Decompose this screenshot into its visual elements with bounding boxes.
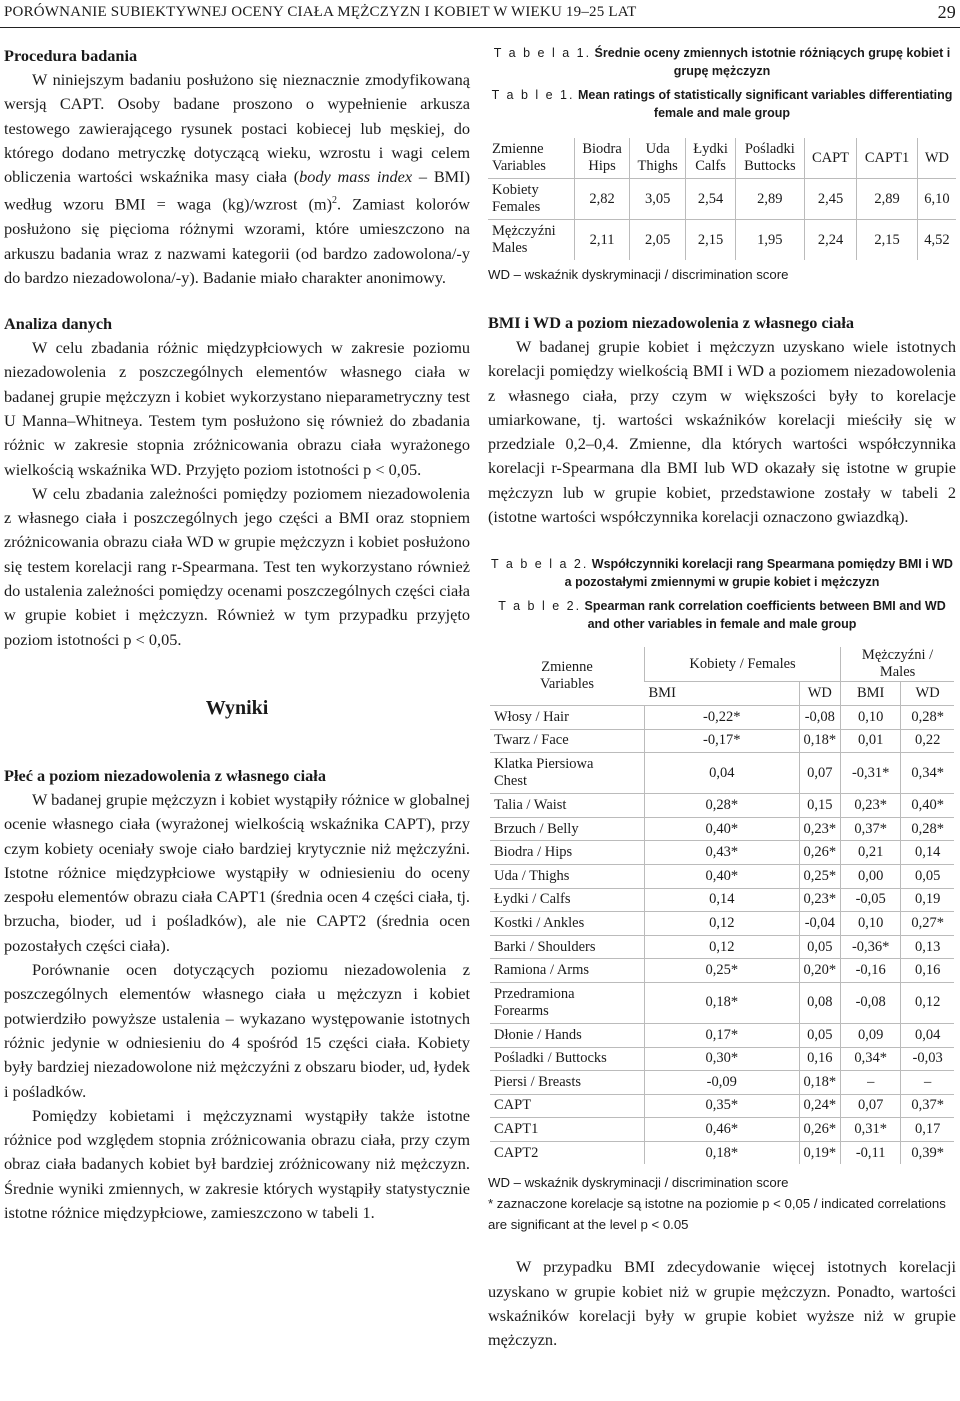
header-rule — [0, 27, 960, 28]
table2-header-row — [490, 647, 954, 682]
table2-cell: 0,01 — [841, 729, 901, 753]
procedura-text-a: W niniejszym badaniu posłużono się nieznacznie zmodyfikowaną wersją CAPT. Osoby badane proszono o wypełnienie arkusza testowego zawierającego rysunek postaci kobiecej lub męskiej, do którego dodano metryczkę dotyczącą wieku, wzrostu i wagi celem obliczenia wartości wskaźnika masy ciała ( — [4, 70, 470, 187]
table2-cell: 0,10 — [841, 705, 901, 729]
table2-cell: 0,19 — [901, 888, 954, 912]
table2-cell: -0,03 — [901, 1047, 954, 1071]
heading-wyniki: Wyniki — [205, 696, 269, 719]
table2-cell: 0,08 — [799, 982, 841, 1023]
paragraph-final: W przypadku BMI zdecydowanie więcej istotnych korelacji uzyskano w grupie kobiet niż w grupie mężczyzn. Ponadto, wartości wskaźników korelacji były w grupie kobiet wyższe niż w grupie mężczyzn. — [488, 1257, 956, 1350]
table1-caption-en — [488, 86, 956, 122]
table2-row-label: Talia / Waist — [490, 794, 645, 818]
table2-cell: 0,40* — [645, 864, 800, 888]
table2-cell: 0,10 — [841, 912, 901, 936]
table2-cell: 0,39* — [901, 1141, 954, 1164]
table2-cell: -0,09 — [645, 1071, 800, 1095]
table2-cell: 0,20* — [799, 959, 841, 983]
table2-cell: 0,18* — [645, 1141, 800, 1164]
table2-row-label: Ramiona / Arms — [490, 959, 645, 983]
table2-title-en: Spearman rank correlation coefficients between BMI and WD and other variables in female and male group — [581, 599, 946, 632]
table2-cell: 0,35* — [645, 1094, 800, 1118]
table2-caption-en — [488, 597, 956, 633]
table2-cell: 0,15 — [799, 794, 841, 818]
right-column — [488, 44, 956, 1353]
table1-cell: 2,05 — [630, 220, 686, 261]
table2-body — [490, 705, 954, 1164]
paragraph-procedura — [4, 68, 470, 290]
procedura-italic-term: body mass index — [299, 167, 413, 187]
table2 — [490, 647, 954, 1164]
table1-title-pl: Średnie oceny zmiennych istotnie różniących grupę kobiet i grupę mężczyzn — [591, 46, 951, 78]
table2-cell: 0,05 — [901, 864, 954, 888]
table2-cell: 0,19* — [799, 1141, 841, 1164]
table1-label-en: T a b l e 1. — [491, 88, 575, 102]
table2-row-label: Pośladki / Buttocks — [490, 1047, 645, 1071]
table2-cell: 0,17* — [645, 1023, 800, 1047]
paragraph-plec-3: Pomiędzy kobietami i mężczyznami wystąpiły także istotne różnice pod względem stopnia zróżnicowania obrazu ciała, przy czym obraz ciała badanych kobiet był bardziej zróżnicowany niż mężczyzn. Średnie wyniki zmiennych, w zakresie których wystąpiły statystycznie istotne różnice międzypłciowe, zamieszczono w tabeli 1. — [4, 1105, 470, 1222]
table2-row-label: CAPT2 — [494, 1144, 539, 1161]
table2-cell: 0,14 — [645, 888, 800, 912]
table2-cell: 0,40* — [901, 794, 954, 818]
table1-header-cell: WD — [917, 138, 956, 179]
paragraph-bmi-wd: W badanej grupie kobiet i mężczyzn uzyskano wiele istotnych korelacji pomiędzy wielkością BMI i WD a poziomem niezadowolenia z własnego ciała, przy czym w większości były to korelacje umiarkowane, tj. wartości wskaźników korelacji mieściły się w przedziale 0,2–0,4. Zmienne, dla których wartości współczynnika korelacji r-Spearmana dla BMI lub WD okazały się istotne w grupie mężczyzn lub w grupie kobiet, przedstawione zostały w tabeli 2 (istotne wartości współczynnika korelacji oznaczono gwiazdką). — [488, 337, 956, 527]
table1-cell: 1,95 — [735, 220, 804, 261]
table2-cell: 0,17 — [901, 1118, 954, 1142]
table2-cell: 0,30* — [645, 1047, 800, 1071]
paragraph-plec-2: Porównanie ocen dotyczących poziomu niezadowolenia z poszczególnych elementów własnego ciała u mężczyzn i kobiet potwierdziło powyższe ustalenia – wykazano występowanie istotnych różnic jedynie w odniesieniu do 4 spośród 15 części ciała. Kobiety były bardziej niezadowolone niż mężczyźni z obszaru bioder, ud, łydek i pośladków. — [4, 960, 470, 1101]
table2-cell: 0,37* — [841, 817, 901, 841]
table1-label-pl: T a b e l a 1. — [493, 46, 592, 60]
table2-row — [490, 729, 954, 753]
table2-cell: -0,11 — [841, 1141, 901, 1164]
table2-cell: 0,22 — [901, 729, 954, 753]
table2-row — [490, 1023, 954, 1047]
table2-cell: 0,14 — [901, 841, 954, 865]
table2-row — [490, 1047, 954, 1071]
table2-cell: 0,34* — [901, 753, 954, 794]
table2-header-variables: Zmienne Variables — [490, 647, 645, 705]
table2-cell: 0,28* — [901, 705, 954, 729]
table1-cell: 6,10 — [917, 179, 956, 220]
table1-cell: 2,89 — [857, 179, 918, 220]
table2-row-label: Brzuch / Belly — [490, 817, 645, 841]
table2-cell: 0,13 — [901, 935, 954, 959]
table2-cell: 0,07 — [799, 753, 841, 794]
table2-subheader-cell: BMI — [645, 682, 800, 706]
running-title: PORÓWNANIE SUBIEKTYWNEJ OCENY CIAŁA MĘŻCZYZN I KOBIET W WIEKU 19–25 LAT — [4, 4, 637, 20]
table2-row — [490, 841, 954, 865]
heading-procedura: Procedura badania — [4, 46, 138, 65]
table2-cell: -0,08 — [799, 705, 841, 729]
table2-row-label: Włosy / Hair — [490, 705, 645, 729]
table2-cell: 0,05 — [799, 1023, 841, 1047]
table1-cell: 2,89 — [735, 179, 804, 220]
table1-header-cell: Zmienne Variables — [488, 138, 575, 179]
table1-cell: 2,45 — [804, 179, 856, 220]
table2-row — [490, 912, 954, 936]
table1-header-cell: Pośladki Buttocks — [735, 138, 804, 179]
table2-cell: 0,24* — [799, 1094, 841, 1118]
table2-row — [490, 817, 954, 841]
table2-cell: 0,26* — [799, 1118, 841, 1142]
heading-plec: Płeć a poziom niezadowolenia z własnego ciała — [4, 765, 326, 785]
table2-label-en: T a b l e 2. — [498, 599, 582, 614]
table2-row-label: CAPT1 — [490, 1118, 645, 1142]
table2-cell: 0,37* — [901, 1094, 954, 1118]
table1-header-cell: Uda Thighs — [630, 138, 686, 179]
table2-row — [490, 705, 954, 729]
table1-cell: 2,11 — [575, 220, 630, 261]
table2-cell: 0,28* — [901, 817, 954, 841]
table1-cell: 4,52 — [917, 220, 956, 261]
table2-cell: 0,18* — [799, 1071, 841, 1095]
table2-note-wd: WD – wskaźnik dyskryminacji / discrimination score — [488, 1175, 789, 1191]
table2-cell: 0,16 — [901, 959, 954, 983]
table2-row-label: Biodra / Hips — [490, 841, 645, 865]
table2-header-males: Mężczyźni / Males — [841, 647, 954, 682]
table1-cell: 2,82 — [575, 179, 630, 220]
table2-cell: 0,16 — [799, 1047, 841, 1071]
table2-row — [490, 753, 954, 794]
table2-cell: 0,31* — [841, 1118, 901, 1142]
table2-cell: -0,36* — [841, 935, 901, 959]
table2-cell: -0,31* — [841, 753, 901, 794]
table2-cell: 0,18* — [645, 982, 800, 1023]
table2-row-label: Dłonie / Hands — [490, 1023, 645, 1047]
table2-cell: 0,09 — [841, 1023, 901, 1047]
table1-row — [488, 179, 956, 220]
table1-caption-pl — [488, 44, 956, 80]
table1-row-label: Kobiety Females — [488, 179, 575, 220]
table2-cell: 0,46* — [645, 1118, 800, 1142]
paragraph-analiza-1: W celu zbadania różnic międzypłciowych w zakresie poziomu niezadowolenia z poszczególnych elementów własnego ciała w badanej grupie mężczyzn i kobiet wykorzystano nieparametryczny test U Manna–Whitneya. Testem tym posłużono się również do zbadania różnic w zakresie stopnia zróżnicowania obrazu ciała wyrażonego wielkością wskaźnika WD. Przyjęto poziom istotności p < 0,05. — [4, 338, 470, 479]
table1-header-cell: CAPT1 — [857, 138, 918, 179]
table2-row-label: Łydki / Calfs — [490, 888, 645, 912]
table2-cell: 0,26* — [799, 841, 841, 865]
table2-cell: 0,40* — [645, 817, 800, 841]
table2-cell: -0,22* — [645, 705, 800, 729]
table2-row — [490, 935, 954, 959]
table2-cell: 0,00 — [841, 864, 901, 888]
table1-cell: 2,24 — [804, 220, 856, 261]
table2-row-label: Przedramiona Forearms — [490, 982, 645, 1023]
table2-cell: 0,04 — [645, 753, 800, 794]
table2-cell: 0,25* — [645, 959, 800, 983]
table2-cell: 0,34* — [841, 1047, 901, 1071]
table2-caption-pl — [488, 555, 956, 591]
table2-row — [490, 1071, 954, 1095]
table1-cell: 2,54 — [686, 179, 736, 220]
table2-cell: 0,12 — [645, 935, 800, 959]
table2-header-females: Kobiety / Females — [645, 647, 841, 682]
table1-cell: 2,15 — [857, 220, 918, 261]
table1-header-cell: Łydki Calfs — [686, 138, 736, 179]
table2-row-label: Kostki / Ankles — [490, 912, 645, 936]
table2-label-pl: T a b e l a 2. — [491, 557, 589, 572]
page-number: 29 — [937, 2, 956, 22]
table2-row — [490, 959, 954, 983]
procedura-text-c: . Zamiast kolorów posłużono się pięcioma różnymi wzorami, które umieszczono na arkuszu badania wraz z nazwami kategorii (od bardzo zadowolona/-y do bardzo niezadowolona/-y). Badanie miało charakter anonimowy. — [4, 194, 470, 287]
table2-row-label: Twarz / Face — [490, 729, 645, 753]
table2-row-label: Klatka Piersiowa Chest — [490, 753, 645, 794]
table2-cell: -0,16 — [841, 959, 901, 983]
table2-cell: -0,05 — [841, 888, 901, 912]
table2-cell: 0,07 — [841, 1094, 901, 1118]
table2-row — [490, 982, 954, 1023]
table2-row — [490, 888, 954, 912]
table1-note: WD – wskaźnik dyskryminacji / discrimination score — [488, 267, 789, 282]
table2-cell: 0,05 — [799, 935, 841, 959]
running-header — [0, 0, 960, 30]
table1-header-cell: Biodra Hips — [575, 138, 630, 179]
procedura-superscript: 2 — [332, 195, 338, 207]
table2-cell: 0,04 — [901, 1023, 954, 1047]
table2-cell: – — [901, 1071, 954, 1095]
table1-cell: 2,15 — [686, 220, 736, 261]
heading-bmi-wd: BMI i WD a poziom niezadowolenia z własnego ciała — [488, 313, 855, 332]
table2-row — [490, 794, 954, 818]
table2-cell: – — [841, 1071, 901, 1095]
left-column — [4, 44, 470, 1225]
table2-cell: -0,08 — [841, 982, 901, 1023]
table2-row-label: Uda / Thighs — [490, 864, 645, 888]
table2-row — [490, 1094, 954, 1118]
procedura-text-b: – BMI) według wzoru BMI = waga (kg)/wzrost (m) — [4, 167, 470, 214]
table2-cell: 0,28* — [645, 794, 800, 818]
table1-title-en: Mean ratings of statistically significant variables differentiating female and male group — [574, 88, 953, 120]
table2-row-label: Barki / Shoulders — [490, 935, 645, 959]
table2-cell: -0,17* — [645, 729, 800, 753]
table2-cell: 0,12 — [645, 912, 800, 936]
table2-cell: 0,18* — [799, 729, 841, 753]
table2-row — [490, 1118, 954, 1142]
table2-cell: 0,23* — [799, 888, 841, 912]
table2-cell: 0,23* — [799, 817, 841, 841]
table2-cell: 0,27* — [901, 912, 954, 936]
table2-title-pl: Współczynniki korelacji rang Spearmana pomiędzy BMI i WD a pozostałymi zmiennymi w grupie kobiet i mężczyzn — [564, 557, 953, 590]
table2-row-label: CAPT — [490, 1094, 645, 1118]
table2-subheader-cell: BMI — [841, 682, 901, 706]
paragraph-analiza-2: W celu zbadania zależności pomiędzy poziomem niezadowolenia z własnego ciała i poszczególnych jego części a BMI oraz stopniem zróżnicowania obrazu ciała WD w grupie mężczyzn i kobiet posłużono się testem korelacji rang r-Spearmana. Test ten wykorzystano również do ustalenia zależności pomiędzy ocenami poszczególnych części ciała w grupie kobiet i mężczyzn. Również w tym przypadku przyjęto poziom istotności p < 0,05. — [4, 483, 470, 649]
table2-cell: 0,43* — [645, 841, 800, 865]
table1-row — [488, 220, 956, 261]
table2-row — [490, 1141, 954, 1164]
table2-cell: 0,25* — [799, 864, 841, 888]
table1-header-cell: CAPT — [804, 138, 856, 179]
table1 — [488, 138, 956, 260]
table2-cell: 0,12 — [901, 982, 954, 1023]
heading-analiza: Analiza danych — [4, 314, 113, 334]
table2-cell: -0,04 — [799, 912, 841, 936]
paragraph-plec-1: W badanej grupie mężczyzn i kobiet wystąpiły różnice w globalnej ocenie własnego ciała (wyrażonej wielkością wskaźnika CAPT), przy czym kobiety oceniały swoje ciało bardziej krytycznie niż mężczyźni. Istotne różnice międzypłciowe wystąpiły w odniesieniu do oceny zespołu elementów obrazu ciała CAPT1 (średnia ocen 4 części ciała, tj. brzucha, bioder, ud i pośladków), ale nie CAPT2 (średnia ocen pozostałych części ciała). — [4, 789, 470, 955]
table2-cell: 0,21 — [841, 841, 901, 865]
table2-subheader-cell: WD — [901, 682, 954, 706]
table1-row-label: Mężczyźni Males — [492, 223, 556, 256]
table1-cell: 3,05 — [630, 179, 686, 220]
table2-note-significance: * zaznaczone korelacje są istotne na poziomie p < 0,05 / indicated correlations are significant at the level p < 0.05 — [488, 1196, 946, 1233]
table2-cell: 0,23* — [841, 794, 901, 818]
table2-row-label: Piersi / Breasts — [490, 1071, 645, 1095]
table1-header-row — [488, 138, 956, 179]
table2-subheader-cell: WD — [799, 682, 841, 706]
table2-row — [490, 864, 954, 888]
